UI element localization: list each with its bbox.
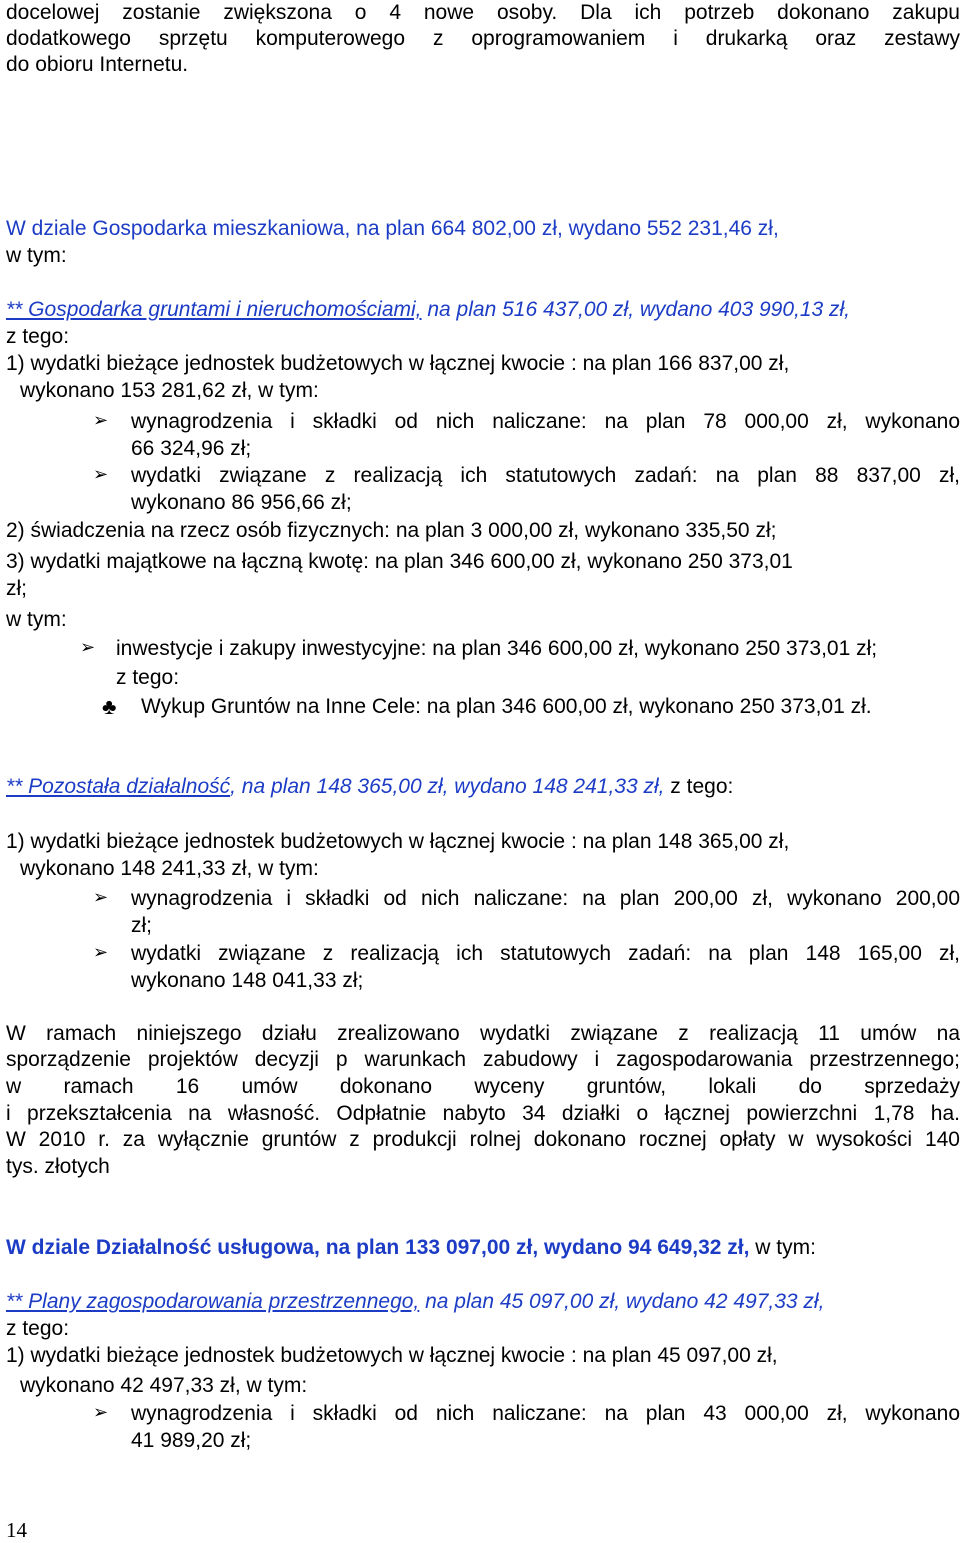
subsection-amounts: na plan 516 437,00 zł, wydano 403 990,13 zł, <box>421 298 851 321</box>
arrowhead-bullet-icon: ➢ <box>93 887 109 907</box>
item-1-line-2: wykonano 42 497,33 zł, w tym: <box>20 1374 308 1397</box>
page-number: 14 <box>6 1518 27 1542</box>
ztego-label: z tego: <box>6 325 70 348</box>
item-1-line-1: 1) wydatki bieżące jednostek budżetowych w łącznej kwocie : na plan 45 097,00 zł, <box>6 1344 778 1367</box>
subsection-amounts: na plan 45 097,00 zł, wydano 42 497,33 zł, <box>419 1290 825 1313</box>
subsection-amounts: , na plan 148 365,00 zł, wydano 148 241,33 zł, <box>230 775 665 798</box>
subsection-plany-zagospodarowania <box>6 1289 824 1315</box>
section-wtym: w tym: <box>6 244 67 267</box>
item-1-line-2: wykonano 148 241,33 zł, w tym: <box>20 857 319 880</box>
item-3-line-2: zł; <box>6 577 27 600</box>
paragraph-line-3: w ramach 16 umów dokonano wyceny gruntów, lokali do sprzedaży <box>6 1075 960 1098</box>
item-1-line-2: wykonano 153 281,62 zł, w tym: <box>20 379 319 402</box>
bullet-inwestycje: inwestycje i zakupy inwestycyjne: na plan 346 600,00 zł, wykonano 250 373,01 zł; <box>116 637 878 660</box>
ztego-label: z tego: <box>6 1317 70 1340</box>
section-heading-gospodarka-mieszkaniowa: W dziale Gospodarka mieszkaniowa, na plan 664 802,00 zł, wydano 552 231,46 zł, <box>6 217 779 240</box>
item-3-line-1: 3) wydatki majątkowe na łączną kwotę: na plan 346 600,00 zł, wykonano 250 373,01 <box>6 550 793 573</box>
subsection-link[interactable]: ** Gospodarka gruntami i nieruchomościami, <box>6 298 422 321</box>
section-heading-text: W dziale Działalność usługowa, na plan 133 097,00 zł, wydano 94 649,32 zł, <box>6 1236 750 1259</box>
subsection-pozostala-dzialalnosc <box>6 774 733 800</box>
subsection-gospodarka-gruntami <box>6 297 850 323</box>
bullet-wydatki-line-1: wydatki związane z realizacją ich statutowych zadań: na plan 88 837,00 zł, <box>131 464 960 487</box>
item-3-wtym: w tym: <box>6 608 67 631</box>
paragraph-line-1: W ramach niniejszego działu zrealizowano wydatki związane z realizacją 11 umów na <box>6 1022 960 1045</box>
club-item-wykup-gruntow: Wykup Gruntów na Inne Cele: na plan 346 600,00 zł, wykonano 250 373,01 zł. <box>141 695 872 718</box>
bullet-wydatki-line-2: wykonano 86 956,66 zł; <box>131 491 352 514</box>
item-2: 2) świadczenia na rzecz osób fizycznych: na plan 3 000,00 zł, wykonano 335,50 zł; <box>6 519 777 542</box>
arrowhead-bullet-icon: ➢ <box>93 942 109 962</box>
bullet-wynagrodzenia-line-1: wynagrodzenia i składki od nich naliczane: na plan 200,00 zł, wykonano 200,00 <box>131 887 960 910</box>
bullet-wynagrodzenia-line-2: 41 989,20 zł; <box>131 1429 252 1452</box>
paragraph-line-5: W 2010 r. za wyłącznie gruntów z produkcji rolnej dokonano rocznej opłaty w wysokości 140 <box>6 1128 960 1151</box>
bullet-wynagrodzenia-line-2: 66 324,96 zł; <box>131 437 252 460</box>
bullet-wynagrodzenia-line-1: wynagrodzenia i składki od nich naliczane: na plan 78 000,00 zł, wykonano <box>131 410 960 433</box>
arrowhead-bullet-icon: ➢ <box>80 637 96 657</box>
arrowhead-bullet-icon: ➢ <box>93 410 109 430</box>
arrowhead-bullet-icon: ➢ <box>93 464 109 484</box>
ztego-label: z tego: <box>664 775 734 798</box>
bullet-wydatki-line-2: wykonano 148 041,33 zł; <box>131 969 364 992</box>
bullet-wynagrodzenia-line-1: wynagrodzenia i składki od nich naliczane: na plan 43 000,00 zł, wykonano <box>131 1402 960 1425</box>
intro-line-1: docelowej zostanie zwiększona o 4 nowe osoby. Dla ich potrzeb dokonano zakupu <box>6 1 960 24</box>
section-heading-dzialalnosc-uslugowa <box>6 1235 816 1261</box>
club-bullet-icon: ♣ <box>102 694 117 719</box>
subsection-link[interactable]: ** Plany zagospodarowania przestrzennego, <box>6 1290 420 1313</box>
item-1-line-1: 1) wydatki bieżące jednostek budżetowych w łącznej kwocie : na plan 148 365,00 zł, <box>6 830 790 853</box>
intro-line-2: dodatkowego sprzętu komputerowego z oprogramowaniem i drukarką oraz zestawy <box>6 27 960 50</box>
bullet-wynagrodzenia-line-2: zł; <box>131 914 152 937</box>
section-wtym: w tym: <box>749 1236 816 1259</box>
arrowhead-bullet-icon: ➢ <box>93 1402 109 1422</box>
paragraph-line-2: sporządzenie projektów decyzji p warunkach zabudowy i zagospodarowania przestrzennego; <box>6 1048 960 1071</box>
paragraph-line-4: i przekształcenia na własność. Odpłatnie nabyto 34 działki o łącznej powierzchni 1,78 ha. <box>6 1102 960 1125</box>
paragraph-line-6: tys. złotych <box>6 1155 110 1178</box>
subsection-link[interactable]: ** Pozostała działalność <box>6 775 231 798</box>
item-1-line-1: 1) wydatki bieżące jednostek budżetowych w łącznej kwocie : na plan 166 837,00 zł, <box>6 352 790 375</box>
bullet-inwestycje-ztego: z tego: <box>116 666 180 689</box>
bullet-wydatki-line-1: wydatki związane z realizacją ich statutowych zadań: na plan 148 165,00 zł, <box>131 942 960 965</box>
intro-line-3: do obioru Internetu. <box>6 53 189 76</box>
